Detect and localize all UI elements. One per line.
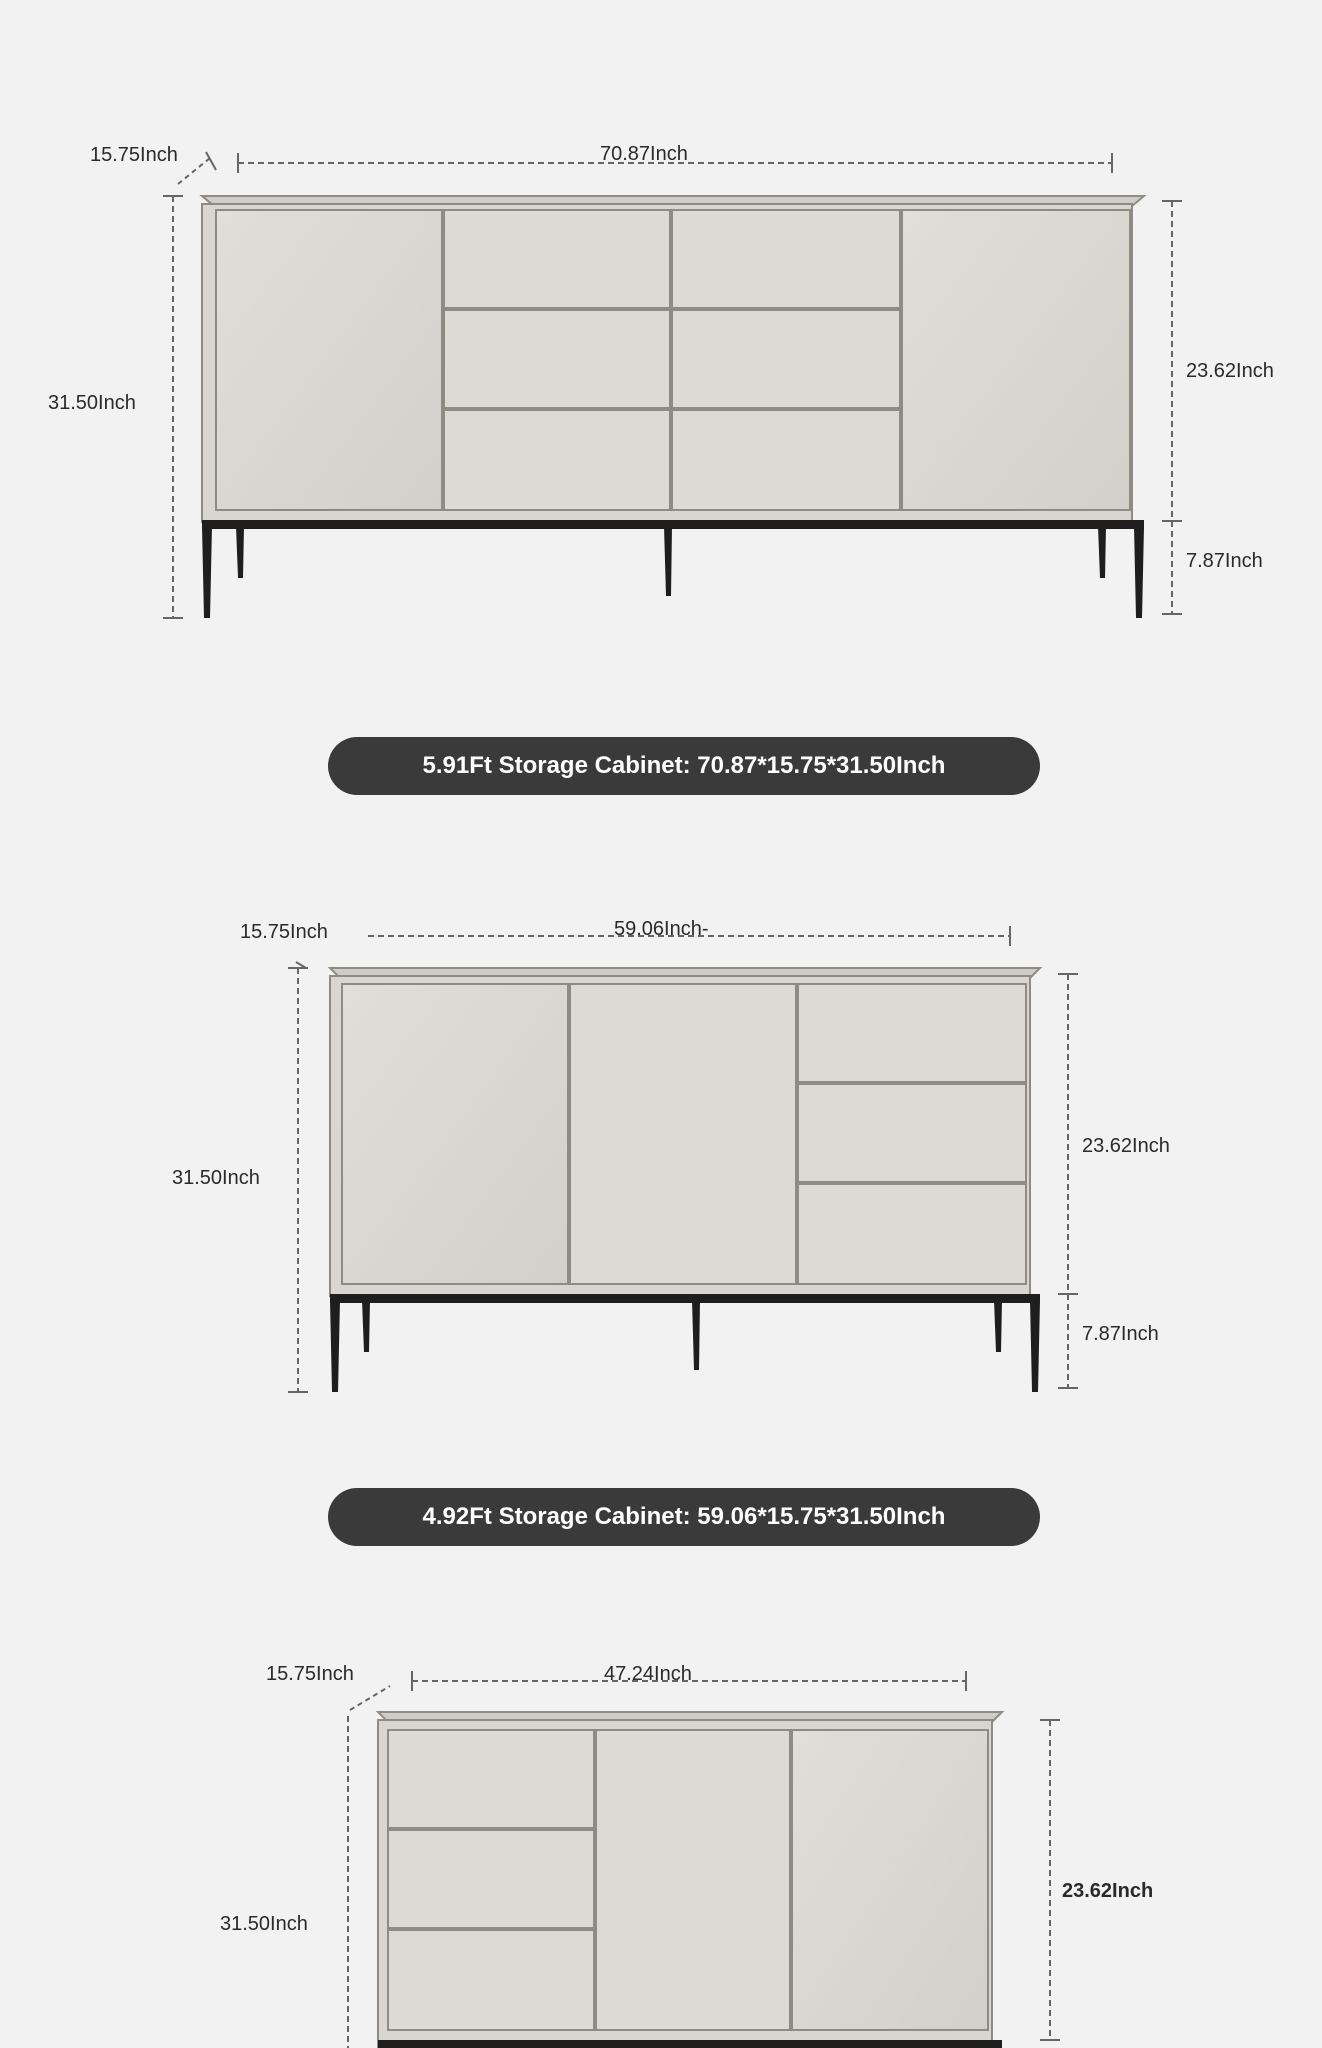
cabinet-3-drawer	[388, 1730, 594, 1828]
cabinet-2-leg	[692, 1300, 700, 1370]
cabinet-2-caption: 4.92Ft Storage Cabinet: 59.06*15.75*31.50Inch	[328, 1488, 1040, 1546]
cabinet-3-drawer	[388, 1830, 594, 1928]
cabinet-2	[288, 926, 1078, 1392]
cabinet-1-drawer	[672, 310, 900, 408]
cabinet-2-depth-label: 15.75Inch	[240, 921, 328, 943]
cabinet-2-drawer	[798, 984, 1026, 1082]
cabinet-1-drawer	[672, 410, 900, 510]
cabinet-1-right-door	[902, 210, 1130, 510]
cabinet-2-drawer	[798, 1084, 1026, 1182]
cabinet-3	[348, 1671, 1060, 2048]
cabinet-1-caption: 5.91Ft Storage Cabinet: 70.87*15.75*31.50Inch	[328, 737, 1040, 795]
cabinet-2-leg	[994, 1300, 1002, 1352]
cabinet-2-middle-door	[570, 984, 796, 1284]
cabinet-1-left-door	[216, 210, 442, 510]
cabinet-1-leg	[202, 526, 212, 618]
cabinet-1-drawer	[444, 310, 670, 408]
cabinet-3-width-label: 47.24Inch	[604, 1663, 692, 1685]
cabinet-1	[163, 152, 1182, 618]
cabinet-2-leg	[330, 1300, 340, 1392]
cabinet-3-depth-label: 15.75Inch	[266, 1663, 354, 1685]
cabinet-2-height-label: 31.50Inch	[172, 1167, 260, 1189]
cabinet-2-leg-height-label: 7.87Inch	[1082, 1323, 1159, 1345]
cabinet-1-drawer	[444, 210, 670, 308]
cabinet-2-left-door	[342, 984, 568, 1284]
cabinet-2-base-rail	[330, 1294, 1040, 1303]
cabinet-1-body-height-label: 23.62Inch	[1186, 360, 1274, 382]
cabinet-1-leg-height-label: 7.87Inch	[1186, 550, 1263, 572]
cabinet-3-middle-door	[596, 1730, 790, 2030]
cabinet-1-height-label: 31.50Inch	[48, 392, 136, 414]
cabinet-2-width-label: 59.06Inch-	[614, 918, 709, 940]
cabinet-3-right-door	[792, 1730, 988, 2030]
cabinet-3-height-label: 31.50Inch	[220, 1913, 308, 1935]
cabinet-1-leg	[1134, 526, 1144, 618]
cabinet-1-drawer	[672, 210, 900, 308]
cabinet-2-drawer	[798, 1184, 1026, 1284]
cabinet-1-leg	[664, 526, 672, 596]
cabinet-1-leg	[236, 526, 244, 578]
cabinet-1-leg	[1098, 526, 1106, 578]
cabinet-3-base-rail	[378, 2040, 1002, 2048]
cabinet-3-body-height-label: 23.62Inch	[1062, 1880, 1154, 1902]
cabinet-1-base-rail	[202, 520, 1144, 529]
cabinet-1-drawer	[444, 410, 670, 510]
cabinet-1-width-label: 70.87Inch	[600, 143, 688, 165]
cabinet-2-leg	[1030, 1300, 1040, 1392]
cabinet-1-depth-label: 15.75Inch	[90, 144, 178, 166]
cabinet-2-leg	[362, 1300, 370, 1352]
cabinet-3-drawer	[388, 1930, 594, 2030]
cabinet-2-body-height-label: 23.62Inch	[1082, 1135, 1170, 1157]
